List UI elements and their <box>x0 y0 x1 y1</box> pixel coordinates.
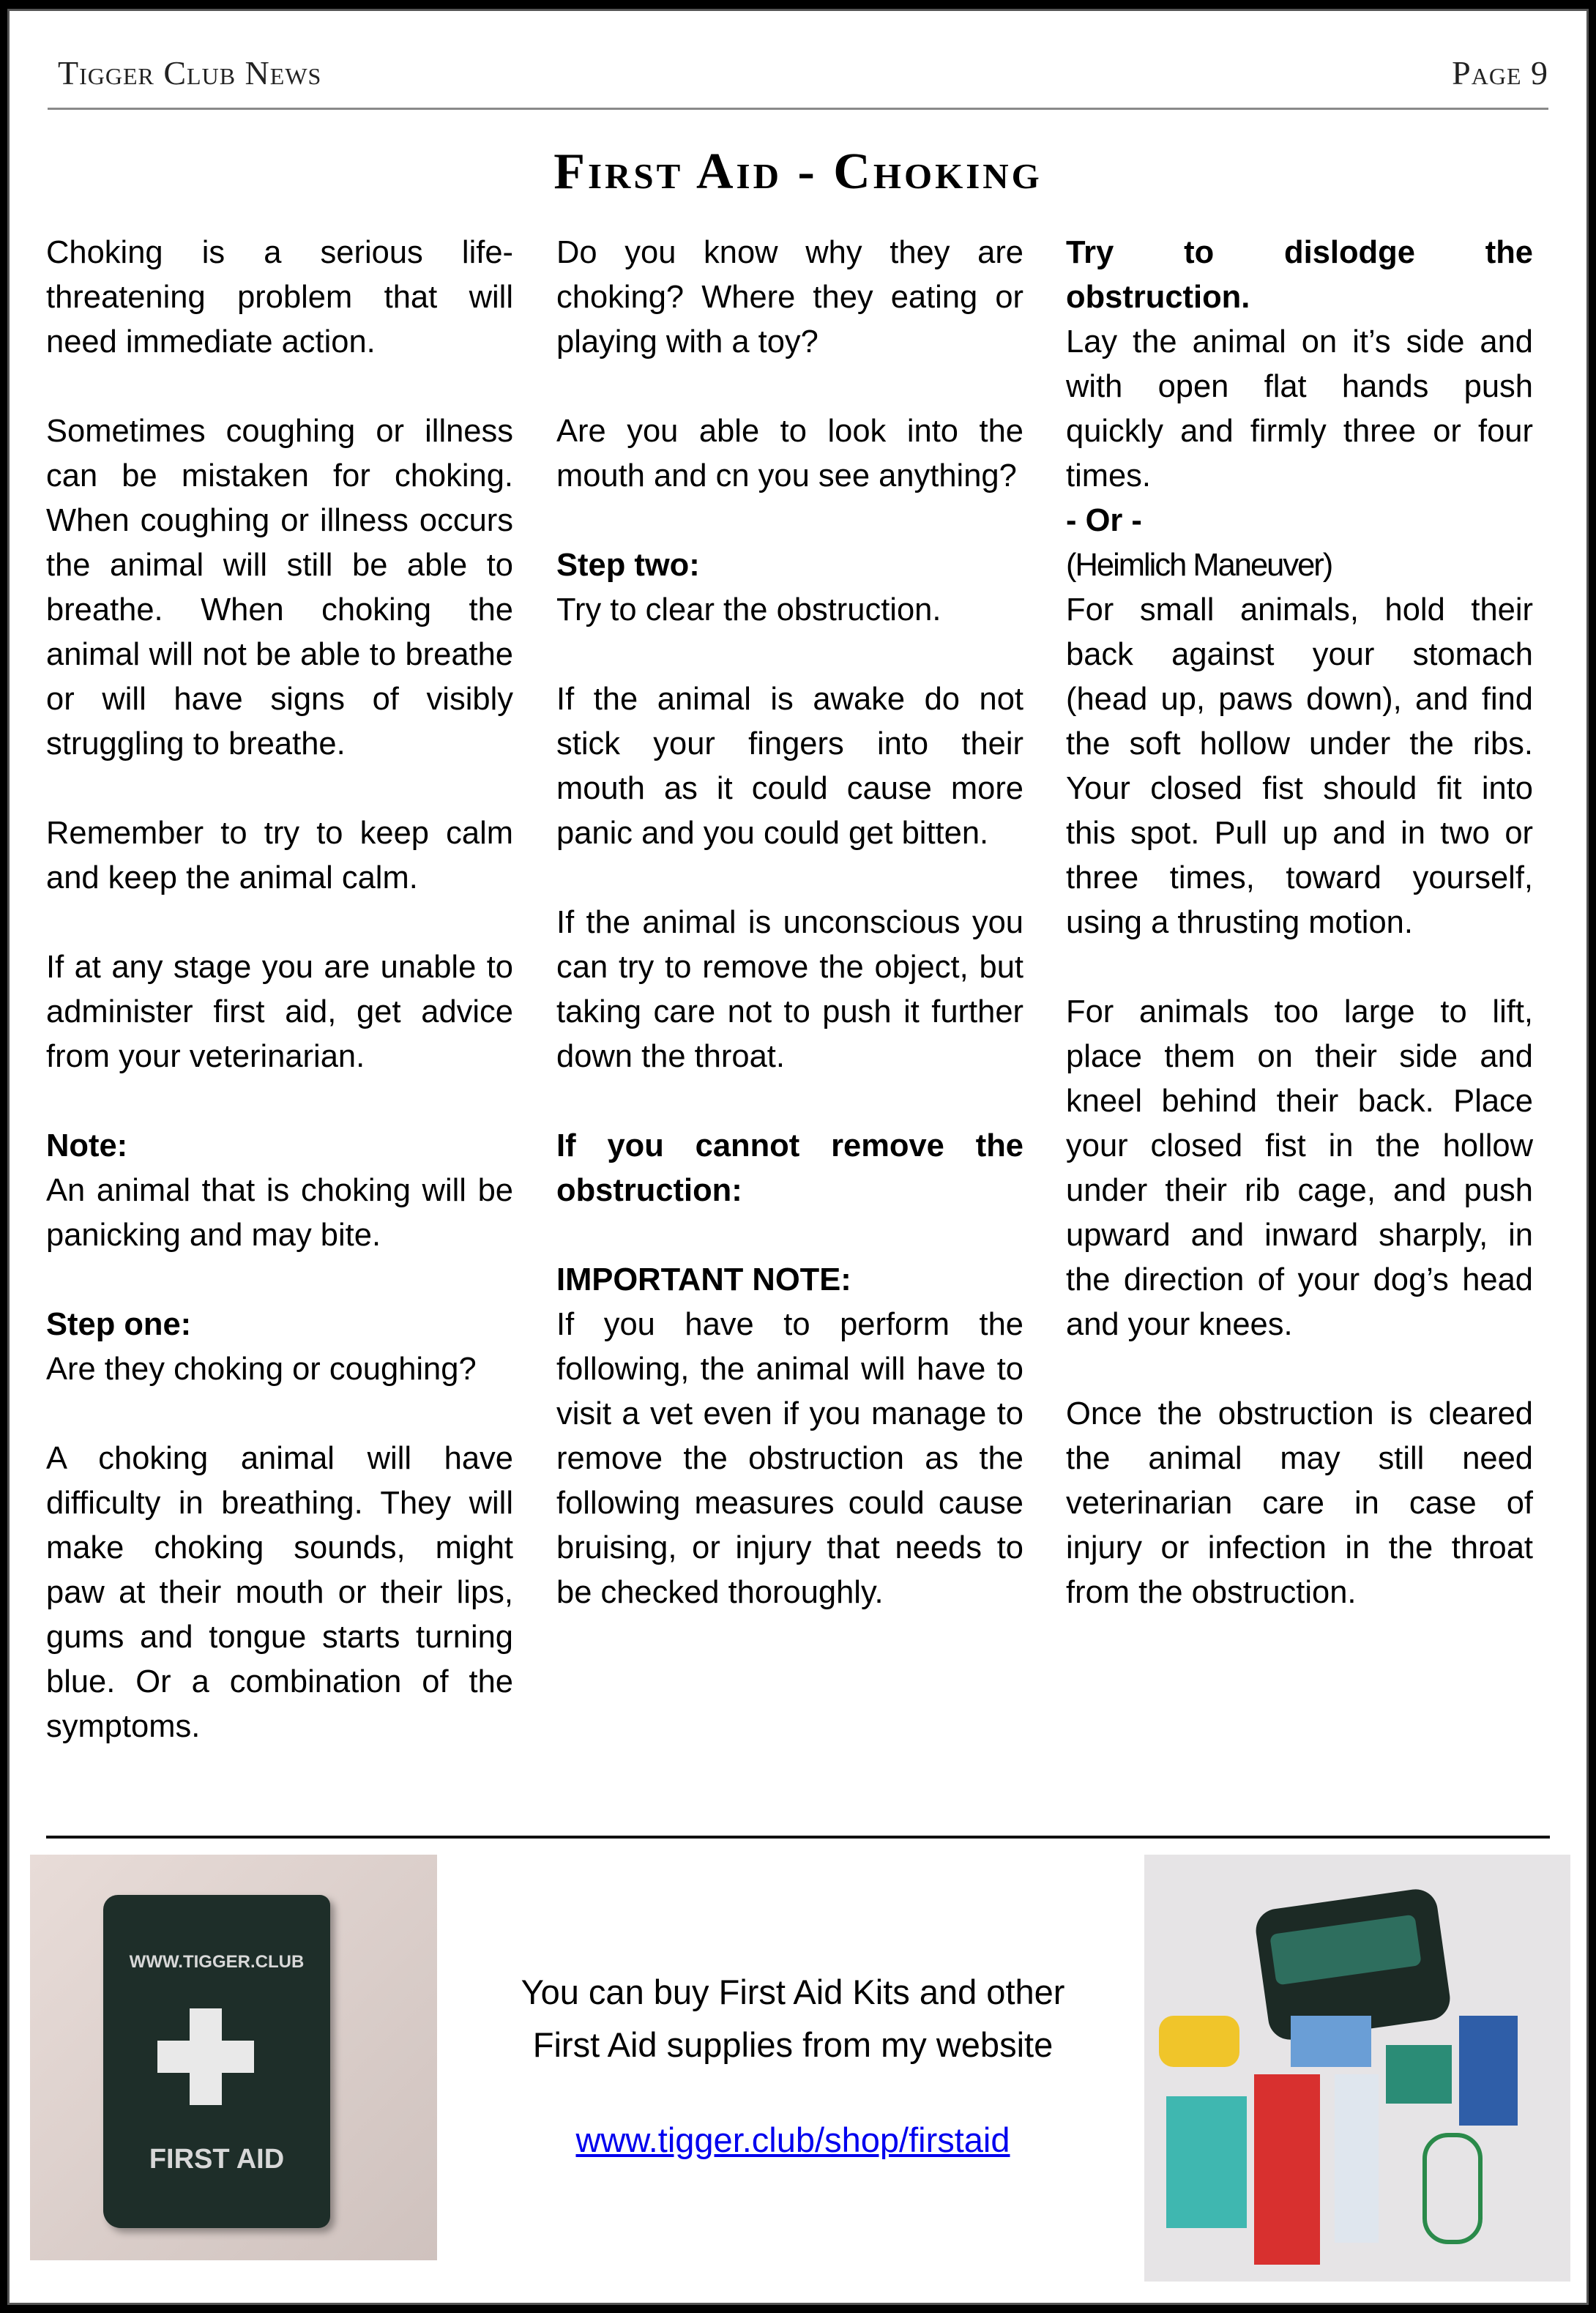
paragraph: If you have to perform the following, the animal will have to visit a vet even if you manage to remove the obstruction as the following measures could cause bruising, or injury that needs to be checked thoroughly. <box>556 1307 1023 1610</box>
section-heading: Try to dislodge the obstruction. <box>1066 235 1533 315</box>
promo-line-1: You can buy First Aid Kits and other <box>521 1973 1065 2011</box>
article-column-2 <box>556 231 1023 1615</box>
newsletter-page <box>7 9 1589 2305</box>
article-column-1 <box>46 231 513 1749</box>
kit-item <box>1459 2016 1518 2126</box>
kit-printed-label: FIRST AID <box>149 2144 285 2175</box>
paragraph: Remember to try to keep calm and keep the animal calm. <box>46 816 513 895</box>
section-heading: If you cannot remove the obstruction: <box>556 1128 1023 1208</box>
article-column-3 <box>1066 231 1533 1615</box>
section-heading: - Or - <box>1066 503 1142 538</box>
kit-bag <box>103 1895 330 2228</box>
paragraph: Try to clear the obstruction. <box>556 592 941 627</box>
page-header <box>48 48 1548 110</box>
section-divider <box>46 1836 1550 1839</box>
section-subheading: (Heimlich Maneuver) <box>1066 548 1332 583</box>
paragraph: Are you able to look into the mouth and cn you see anything? <box>556 414 1023 493</box>
cross-icon <box>157 2041 254 2073</box>
paragraph: Once the obstruction is cleared the animal may still need veterinarian care in case of injury or infection in the throat from the obstruction. <box>1066 1396 1533 1610</box>
kit-contents-photo <box>1144 1855 1570 2282</box>
paragraph: Lay the animal on it’s side and with open flat hands push quickly and firmly three or four times. <box>1066 324 1533 493</box>
article-title: First Aid - Choking <box>553 144 1043 200</box>
kit-printed-url: WWW.TIGGER.CLUB <box>129 1952 305 1972</box>
kit-item <box>1291 2016 1371 2067</box>
paragraph: If at any stage you are unable to administer first aid, get advice from your veterinarian. <box>46 950 513 1074</box>
paragraph: If the animal is unconscious you can try to remove the object, but taking care not to push it further down the throat. <box>556 905 1023 1074</box>
paragraph: Do you know why they are choking? Where they eating or playing with a toy? <box>556 235 1023 360</box>
first-aid-kit-photo <box>30 1855 437 2260</box>
paragraph: Sometimes coughing or illness can be mistaken for choking. When coughing or illness occurs the animal will still be able to breathe. When choking the animal will not be able to breathe or will have signs of visibly struggling to breathe. <box>46 414 513 761</box>
kit-item <box>1254 2074 1320 2265</box>
section-heading: Step two: <box>556 548 700 583</box>
paragraph: If the animal is awake do not stick your fingers into their mouth as it could cause more panic and you could get bitten. <box>556 682 1023 851</box>
page-number: Page 9 <box>1452 54 1548 92</box>
paragraph: For animals too large to lift, place them on their side and kneel behind their back. Place your closed fist in the hollow under their rib cage, and push upward and inward sharply, in the direction of your dog’s head and your knees. <box>1066 994 1533 1342</box>
paragraph: For small animals, hold their back against your stomach (head up, paws down), and find the soft hollow under the ribs. Your closed fist should fit into this spot. Pull up and in two or three times, toward yourself, using a thrusting motion. <box>1066 592 1533 940</box>
paragraph: An animal that is choking will be panicking and may bite. <box>46 1173 513 1253</box>
kit-item <box>1335 2074 1379 2243</box>
promo-line-2: First Aid supplies from my website <box>532 2025 1054 2064</box>
section-heading: Note: <box>46 1128 128 1163</box>
kit-item <box>1166 2096 1247 2228</box>
shop-link[interactable]: www.tigger.club/shop/firstaid <box>575 2120 1010 2159</box>
paragraph: A choking animal will have difficulty in breathing. They will make choking sounds, might paw at their mouth or their lips, gums and tongue starts turning blue. Or a combination of the symptoms. <box>46 1441 513 1744</box>
paragraph: Choking is a serious life-threatening problem that will need immediate action. <box>46 235 513 360</box>
promo-text <box>441 1966 1144 2071</box>
kit-item <box>1386 2045 1452 2104</box>
scissors-icon <box>1422 2133 1483 2244</box>
kit-item <box>1159 2016 1239 2067</box>
section-heading: Step one: <box>46 1307 192 1342</box>
paragraph: Are they choking or coughing? <box>46 1352 477 1387</box>
newsletter-title: Tigger Club News <box>58 54 322 92</box>
section-heading: IMPORTANT NOTE: <box>556 1262 851 1297</box>
